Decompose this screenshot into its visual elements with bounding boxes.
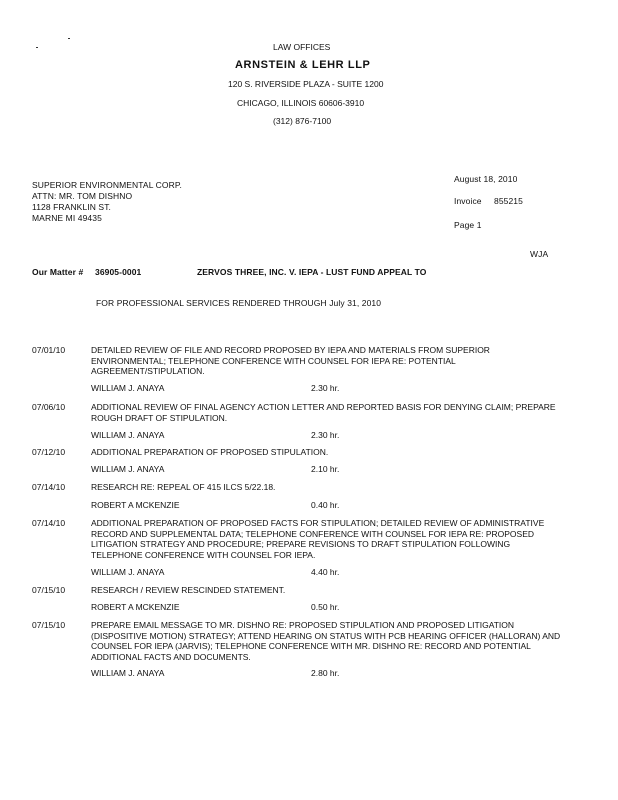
- entry-hours: 2.30 hr.: [311, 430, 340, 440]
- entry-date: 07/15/10: [32, 620, 66, 630]
- services-line: FOR PROFESSIONAL SERVICES RENDERED THROUGH July 31, 2010: [96, 298, 382, 308]
- entry-description: RESEARCH RE: REPEAL OF 415 ILCS 5/22.18.: [91, 482, 276, 492]
- firm-city: CHICAGO, ILLINOIS 60606-3910: [237, 98, 365, 108]
- entry-description: ADDITIONAL PREPARATION OF PROPOSED FACTS FOR STIPULATION; DETAILED REVIEW OF ADMINISTRATIVE RECORD AND SUPPLEMENTAL DATA; TELEPHONE CONFERENCE WITH COUNSEL FOR IEPA RE: PROPOSED LITIGATION STRATEGY AND PROCEDURE; PREPARE REVISIONS TO DRAFT STIPULATION FOLLOWING TELEPHONE CONFERENCE WITH COUNSEL FOR IEPA.: [91, 518, 545, 560]
- entry-attorney: WILLIAM J. ANAYA: [91, 383, 165, 393]
- entry-attorney: WILLIAM J. ANAYA: [91, 668, 165, 678]
- page-number: Page 1: [454, 220, 482, 230]
- matter-number: 36905-0001: [95, 267, 142, 277]
- entry-attorney: WILLIAM J. ANAYA: [91, 464, 165, 474]
- firm-address: 120 S. RIVERSIDE PLAZA - SUITE 1200: [228, 79, 384, 89]
- scan-speck: [36, 47, 38, 48]
- firm-phone: (312) 876-7100: [273, 116, 332, 126]
- scan-speck: [68, 38, 70, 39]
- client-city: MARNE MI 49435: [32, 213, 102, 223]
- entry-description: DETAILED REVIEW OF FILE AND RECORD PROPOSED BY IEPA AND MATERIALS FROM SUPERIOR ENVIRONMENTAL; TELEPHONE CONFERENCE WITH COUNSEL FOR IEPA RE: POTENTIAL AGREEMENT/STIPULATION.: [91, 345, 490, 376]
- entry-hours: 2.30 hr.: [311, 383, 340, 393]
- invoice-label: Invoice: [454, 196, 482, 206]
- entry-attorney: WILLIAM J. ANAYA: [91, 567, 165, 577]
- letterhead-line: LAW OFFICES: [273, 42, 331, 52]
- entry-hours: 0.50 hr.: [311, 602, 340, 612]
- entry-date: 07/06/10: [32, 402, 66, 412]
- invoice-number: 855215: [494, 196, 523, 206]
- entry-date: 07/12/10: [32, 447, 66, 457]
- entry-attorney: ROBERT A MCKENZIE: [91, 602, 180, 612]
- client-attn: ATTN: MR. TOM DISHNO: [32, 191, 133, 201]
- entry-description: ADDITIONAL REVIEW OF FINAL AGENCY ACTION LETTER AND REPORTED BASIS FOR DENYING CLAIM; PREPARE ROUGH DRAFT OF STIPULATION.: [91, 402, 556, 423]
- entry-description: RESEARCH / REVIEW RESCINDED STATEMENT.: [91, 585, 286, 595]
- entry-description: ADDITIONAL PREPARATION OF PROPOSED STIPULATION.: [91, 447, 329, 457]
- matter-title: ZERVOS THREE, INC. V. IEPA - LUST FUND APPEAL TO: [197, 267, 427, 277]
- entry-date: 07/14/10: [32, 518, 66, 528]
- entry-hours: 4.40 hr.: [311, 567, 340, 577]
- entry-attorney: WILLIAM J. ANAYA: [91, 430, 165, 440]
- entry-description: PREPARE EMAIL MESSAGE TO MR. DISHNO RE: PROPOSED STIPULATION AND PROPOSED LITIGATION (DISPOSITIVE MOTION) STRATEGY; ATTEND HEARING ON STATUS WITH PCB HEARING OFFICER (HALLORAN) AND COUNSEL FOR IEPA (JARVIS); TELEPHONE CONFERENCE WITH MR. DISHNO RE: RECORD AND POTENTIAL ADDITIONAL FACTS AND DOCUMENTS.: [91, 620, 561, 662]
- entry-hours: 2.10 hr.: [311, 464, 340, 474]
- entry-date: 07/15/10: [32, 585, 66, 595]
- attorney-initials: WJA: [530, 249, 549, 259]
- client-street: 1128 FRANKLIN ST.: [32, 202, 112, 212]
- entry-date: 07/01/10: [32, 345, 66, 355]
- entry-hours: 0.40 hr.: [311, 500, 340, 510]
- client-name: SUPERIOR ENVIRONMENTAL CORP.: [32, 180, 183, 190]
- matter-label: Our Matter #: [32, 267, 84, 277]
- entry-attorney: ROBERT A MCKENZIE: [91, 500, 180, 510]
- invoice-date: August 18, 2010: [454, 174, 518, 184]
- firm-name: ARNSTEIN & LEHR LLP: [235, 59, 371, 71]
- entry-hours: 2.80 hr.: [311, 668, 340, 678]
- entry-date: 07/14/10: [32, 482, 66, 492]
